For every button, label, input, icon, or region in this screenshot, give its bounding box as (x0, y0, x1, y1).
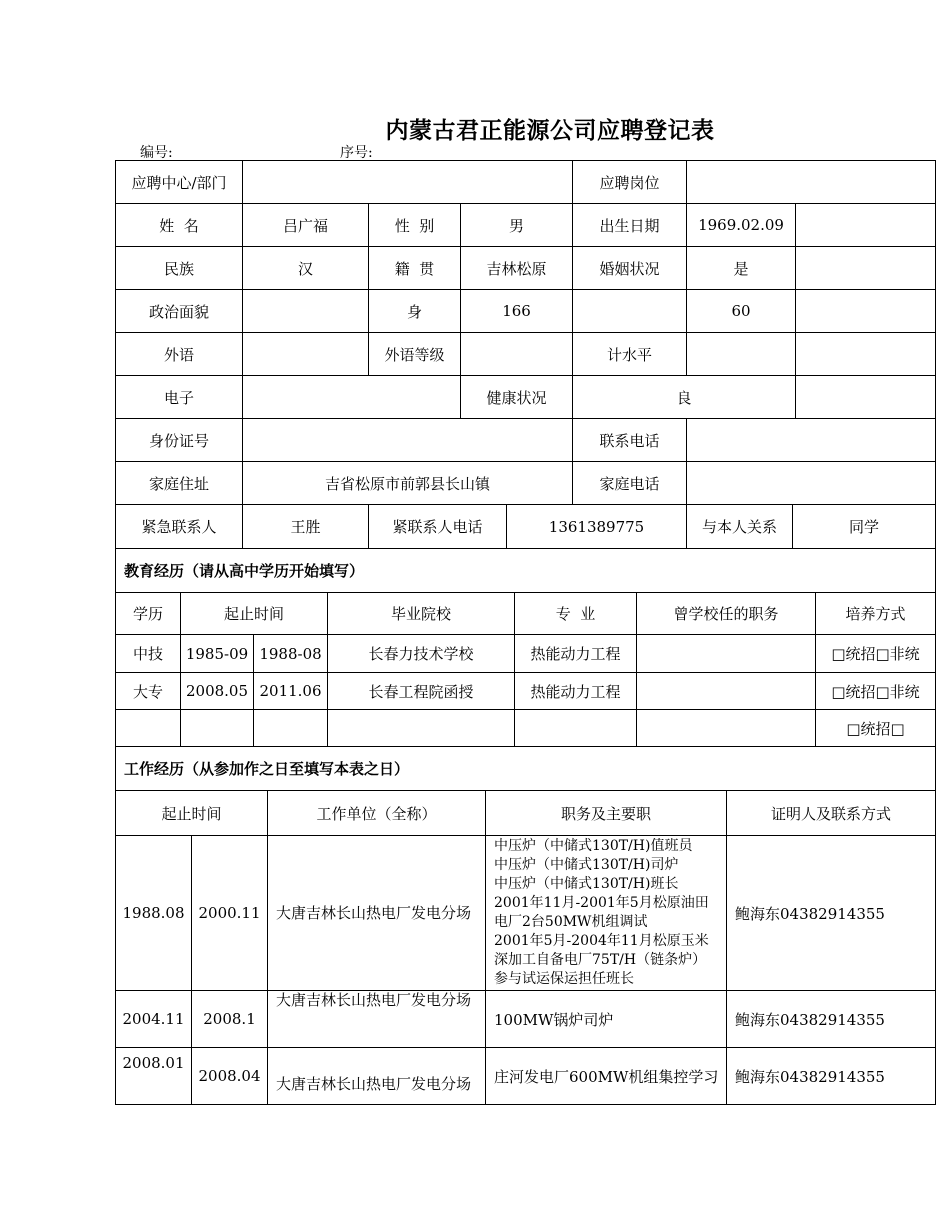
edu-start[interactable]: 1985-09 (181, 635, 254, 673)
edu-start[interactable] (181, 710, 254, 747)
position-field[interactable] (687, 161, 936, 204)
gender-field[interactable]: 男 (461, 204, 573, 247)
duty-line: 100MW锅炉司炉 (494, 1010, 614, 1029)
photo-cell (796, 247, 936, 290)
language-level-field[interactable] (461, 333, 573, 376)
form-title: 内蒙古君正能源公司应聘登记表 (385, 117, 715, 144)
table-row (116, 991, 936, 1048)
ethnic-label: 民族 (116, 247, 243, 290)
photo-cell (796, 376, 936, 419)
edu-degree[interactable]: 中技 (116, 635, 181, 673)
email-label: 电子 (116, 376, 243, 419)
computer-label: 计水平 (573, 333, 687, 376)
edu-end[interactable]: 2011.06 (254, 673, 328, 710)
email-field[interactable] (243, 376, 461, 419)
id-field[interactable] (243, 419, 573, 462)
table-row (116, 673, 936, 710)
work-end[interactable]: 2008.1 (192, 991, 268, 1048)
work-reference[interactable]: 鲍海东04382914355 (727, 991, 936, 1048)
edu-header-school: 毕业院校 (328, 593, 515, 635)
edu-duty[interactable] (637, 673, 816, 710)
edu-end[interactable]: 1988-08 (254, 635, 328, 673)
edu-duty[interactable] (637, 635, 816, 673)
edu-mode[interactable]: □统招□非统 (816, 673, 936, 710)
language-level-label: 外语等级 (369, 333, 461, 376)
duty-line: 2001年11月-2001年5月松原油田电厂2台50MW机组调试 (494, 895, 709, 930)
weight-field[interactable]: 60 (687, 290, 796, 333)
language-field[interactable] (243, 333, 369, 376)
birth-field[interactable]: 1969.02.09 (687, 204, 796, 247)
political-label: 政治面貌 (116, 290, 243, 333)
birth-label: 出生日期 (573, 204, 687, 247)
position-label: 应聘岗位 (573, 161, 687, 204)
emergency-field[interactable]: 王胜 (243, 505, 369, 549)
work-start[interactable]: 1988.08 (116, 836, 192, 991)
number-label: 编号: (140, 145, 173, 161)
phone-field[interactable] (687, 419, 936, 462)
dept-field[interactable] (243, 161, 573, 204)
political-field[interactable] (243, 290, 369, 333)
emergency-table (115, 504, 936, 549)
serial-label: 序号: (340, 145, 373, 161)
home-phone-field[interactable] (687, 462, 936, 505)
emergency-label: 紧急联系人 (116, 505, 243, 549)
edu-mode[interactable]: □统招□非统 (816, 635, 936, 673)
phone-label: 联系电话 (573, 419, 687, 462)
relation-field[interactable]: 同学 (793, 505, 936, 549)
table-row (116, 635, 936, 673)
computer-field[interactable] (687, 333, 796, 376)
ethnic-field[interactable]: 汉 (243, 247, 369, 290)
basic-info-table (115, 160, 936, 505)
name-label: 姓 名 (116, 204, 243, 247)
marital-label: 婚姻状况 (573, 247, 687, 290)
edu-degree[interactable]: 大专 (116, 673, 181, 710)
work-start[interactable]: 2008.01 (116, 1048, 192, 1105)
work-table (115, 746, 936, 1105)
table-row (116, 836, 936, 991)
id-label: 身份证号 (116, 419, 243, 462)
photo-cell (796, 204, 936, 247)
work-duty[interactable] (486, 1048, 727, 1105)
edu-school[interactable] (328, 710, 515, 747)
address-label: 家庭住址 (116, 462, 243, 505)
health-label: 健康状况 (461, 376, 573, 419)
edu-header-degree: 学历 (116, 593, 181, 635)
work-reference[interactable]: 鲍海东04382914355 (727, 1048, 936, 1105)
work-reference[interactable]: 鲍海东04382914355 (727, 836, 936, 991)
home-phone-label: 家庭电话 (573, 462, 687, 505)
table-row (116, 710, 936, 747)
work-unit[interactable]: 大唐吉林长山热电厂发电分场 (268, 991, 486, 1048)
edu-major[interactable] (515, 710, 637, 747)
work-section-title: 工作经历（从参加作之日至填写本表之日） (116, 747, 936, 791)
emergency-phone-field[interactable]: 1361389775 (507, 505, 687, 549)
emergency-phone-label: 紧联系人电话 (369, 505, 507, 549)
duty-line: 中压炉（中储式130T/H)值班员 (494, 838, 693, 854)
duty-line: 2001年5月-2004年11月松原玉米深加工自备电厂75T/H（链条炉）参与试运保运担任班长 (494, 933, 709, 987)
language-label: 外语 (116, 333, 243, 376)
gender-label: 性 别 (369, 204, 461, 247)
weight-label (573, 290, 687, 333)
work-unit[interactable]: 大唐吉林长山热电厂发电分场 (268, 1048, 486, 1105)
duty-line: 中压炉（中储式130T/H)司炉 (494, 857, 679, 873)
work-header-period: 起止时间 (116, 791, 268, 836)
edu-school[interactable]: 长春力技术学校 (328, 635, 515, 673)
marital-field[interactable]: 是 (687, 247, 796, 290)
edu-major[interactable]: 热能动力工程 (515, 673, 637, 710)
work-end[interactable]: 2008.04 (192, 1048, 268, 1105)
height-label: 身 (369, 290, 461, 333)
edu-start[interactable]: 2008.05 (181, 673, 254, 710)
edu-end[interactable] (254, 710, 328, 747)
dept-label: 应聘中心/部门 (116, 161, 243, 204)
name-field[interactable]: 吕广福 (243, 204, 369, 247)
work-header-duty: 职务及主要职 (486, 791, 727, 836)
health-field[interactable]: 良 (573, 376, 796, 419)
work-duty[interactable] (486, 991, 727, 1048)
edu-header-mode: 培养方式 (816, 593, 936, 635)
edu-duty[interactable] (637, 710, 816, 747)
edu-header-duty: 曾学校任的职务 (637, 593, 816, 635)
work-header-unit: 工作单位（全称） (268, 791, 486, 836)
edu-header-period: 起止时间 (181, 593, 328, 635)
table-row (116, 1048, 936, 1105)
edu-mode[interactable]: □统招□ (816, 710, 936, 747)
photo-cell (796, 290, 936, 333)
edu-major[interactable]: 热能动力工程 (515, 635, 637, 673)
duty-line: 庄河发电厂600MW机组集控学习 (494, 1067, 719, 1086)
edu-degree[interactable] (116, 710, 181, 747)
edu-header-major: 专 业 (515, 593, 637, 635)
work-duty[interactable] (486, 836, 727, 991)
edu-school[interactable]: 长春工程院函授 (328, 673, 515, 710)
height-field[interactable]: 166 (461, 290, 573, 333)
work-start[interactable]: 2004.11 (116, 991, 192, 1048)
address-field[interactable]: 吉省松原市前郭县长山镇 (243, 462, 573, 505)
origin-field[interactable]: 吉林松原 (461, 247, 573, 290)
work-header-reference: 证明人及联系方式 (727, 791, 936, 836)
origin-label: 籍 贯 (369, 247, 461, 290)
education-table (115, 548, 936, 747)
duty-line: 中压炉（中储式130T/H)班长 (494, 876, 679, 892)
education-section-title: 教育经历（请从高中学历开始填写） (116, 549, 936, 593)
photo-cell (796, 333, 936, 376)
work-end[interactable]: 2000.11 (192, 836, 268, 991)
relation-label: 与本人关系 (687, 505, 793, 549)
work-unit[interactable]: 大唐吉林长山热电厂发电分场 (268, 836, 486, 991)
